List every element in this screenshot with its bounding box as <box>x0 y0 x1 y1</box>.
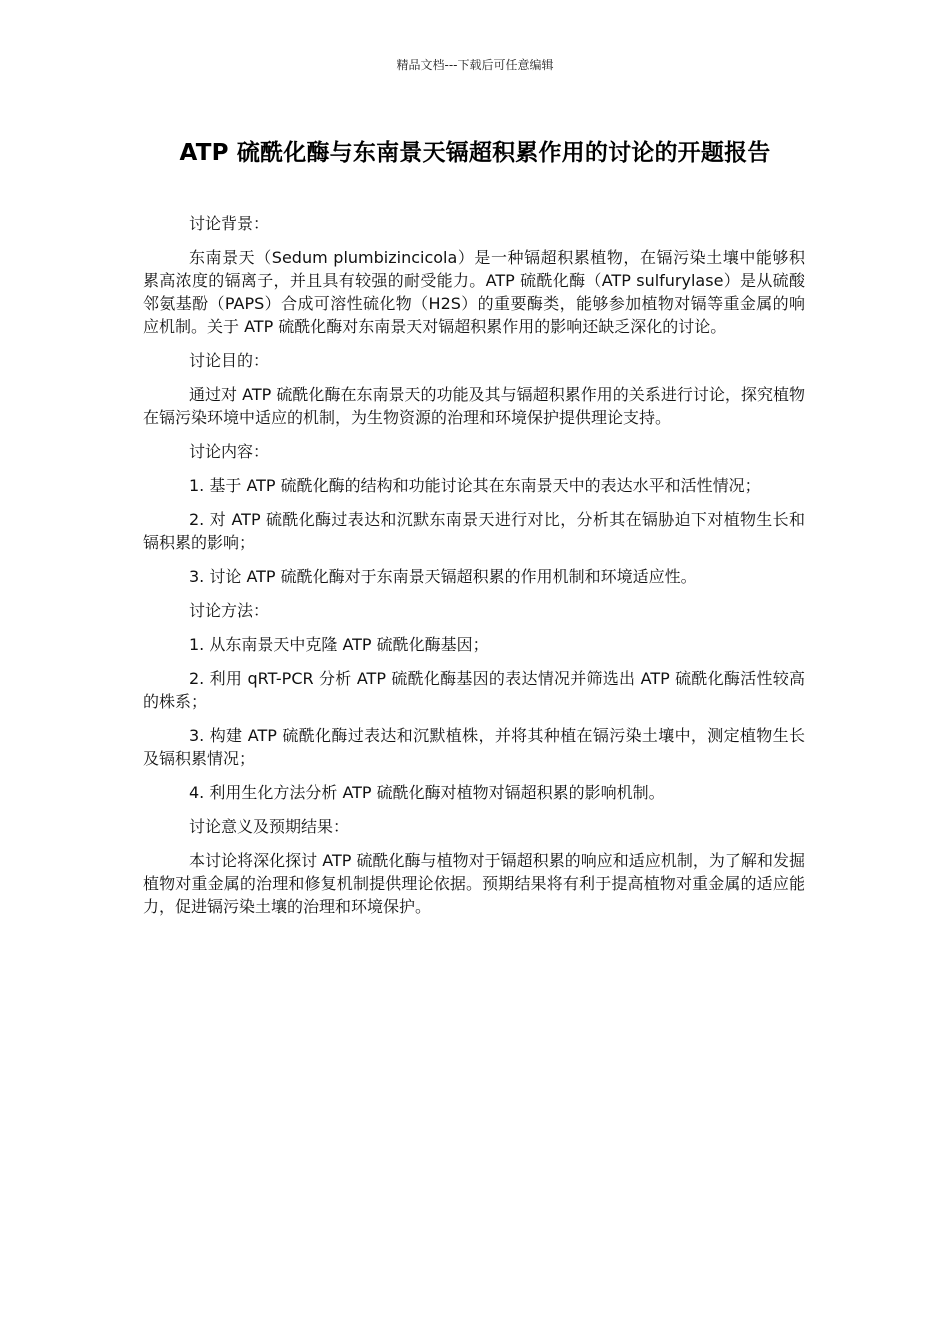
list-item-content-3: 3. 讨论 ATP 硫酰化酶对于东南景天镉超积累的作用机制和环境适应性。 <box>189 567 697 586</box>
section-heading-purpose: 讨论目的： <box>189 351 270 370</box>
list-item-method-1: 1. 从东南景天中克隆 ATP 硫酰化酶基因； <box>189 635 489 654</box>
paragraph-purpose: 通过对 ATP 硫酰化酶在东南景天的功能及其与镉超积累作用的关系进行讨论，探究植物在镉污染环境中适应的机制，为生物资源的治理和环境保护提供理论支持。 <box>143 385 805 427</box>
paragraph-significance: 本讨论将深化探讨 ATP 硫酰化酶与植物对于镉超积累的响应和适应机制，为了解和发掘植物对重金属的治理和修复机制提供理论依据。预期结果将有利于提高植物对重金属的适应能力，促进镉污染土壤的治理和环境保护。 <box>143 851 805 916</box>
section-heading-background: 讨论背景： <box>189 214 270 233</box>
document-body <box>143 212 805 929</box>
section-heading-content: 讨论内容： <box>189 442 270 461</box>
header-note: 精品文档---下载后可任意编辑 <box>396 58 554 72</box>
document-title: ATP 硫酰化酶与东南景天镉超积累作用的讨论的开题报告 <box>179 140 771 166</box>
list-item-content-2: 2. 对 ATP 硫酰化酶过表达和沉默东南景天进行对比，分析其在镉胁迫下对植物生长和镉积累的影响； <box>143 510 805 552</box>
list-item-method-4: 4. 利用生化方法分析 ATP 硫酰化酶对植物对镉超积累的影响机制。 <box>189 783 665 802</box>
section-heading-significance: 讨论意义及预期结果： <box>189 817 350 836</box>
section-heading-methods: 讨论方法： <box>189 601 270 620</box>
list-item-method-3: 3. 构建 ATP 硫酰化酶过表达和沉默植株，并将其种植在镉污染土壤中，测定植物生长及镉积累情况； <box>143 726 805 768</box>
list-item-method-2: 2. 利用 qRT-PCR 分析 ATP 硫酰化酶基因的表达情况并筛选出 ATP 硫酰化酶活性较高的株系； <box>143 669 805 711</box>
paragraph-background: 东南景天（Sedum plumbizincicola）是一种镉超积累植物，在镉污染土壤中能够积累高浓度的镉离子，并且具有较强的耐受能力。ATP 硫酰化酶（ATP sulfurylase）是从硫酸邻氨基酚（PAPS）合成可溶性硫化物（H2S）的重要酶类，能够参加植物对镉等重金属的响应机制。关于 ATP 硫酰化酶对东南景天对镉超积累作用的影响还缺乏深化的讨论。 <box>143 248 805 336</box>
list-item-content-1: 1. 基于 ATP 硫酰化酶的结构和功能讨论其在东南景天中的表达水平和活性情况； <box>189 476 761 495</box>
